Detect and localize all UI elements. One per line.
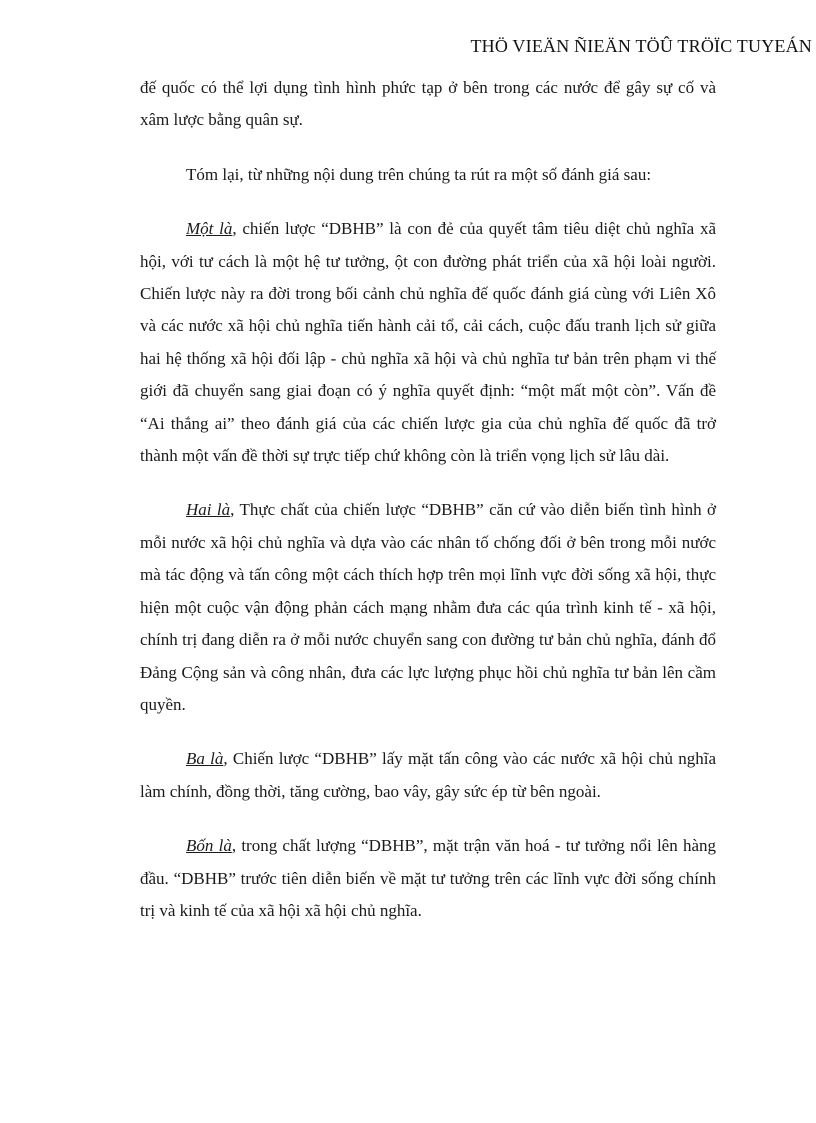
- point-lead: Ba là: [186, 749, 224, 769]
- paragraph-point-three: [140, 743, 716, 808]
- point-lead: Hai là: [186, 500, 231, 520]
- paragraph-point-two: [140, 494, 716, 721]
- paragraph-text: Tóm lại, từ những nội dung trên chúng ta rút ra một số đánh giá sau:: [186, 164, 652, 184]
- paragraph-text: đế quốc có thể lợi dụng tình hình phức tạp ở bên trong các nước để gây sự cố và xâm lược bằng quân sự.: [140, 78, 716, 130]
- paragraph-point-four: [140, 830, 716, 927]
- paragraph-text: , trong chất lượng “DBHB”, mặt trận văn hoá - tư tưởng nổi lên hàng đầu. “DBHB” trước tiên diễn biến về mặt tư tưởng trên các lĩnh vực đời sống chính trị và kinh tế của xã hội xã hội chủ nghĩa.: [140, 836, 717, 920]
- paragraph-point-one: [140, 213, 716, 472]
- paragraph-continuation: [140, 72, 716, 137]
- paragraph-summary: [140, 159, 716, 191]
- paragraph-text: , Chiến lược “DBHB” lấy mặt tấn công vào các nước xã hội chủ nghĩa làm chính, đồng thời, tăng cường, bao vây, gây sức ép từ bên ngoài.: [140, 749, 716, 801]
- point-lead: Bốn là: [186, 836, 232, 856]
- paragraph-text: , Thực chất của chiến lược “DBHB” căn cứ vào diễn biến tình hình ở mỗi nước xã hội chủ nghĩa và dựa vào các nhân tố chống đối ở bên trong mỗi nước mà tác động và tấn công một cách thích hợp trên mọi lĩnh vực đời sống xã hội, thực hiện một cuộc vận động phản cách mạng nhằm đưa các qúa trình kinh tế - xã hội, chính trị đang diễn ra ở mỗi nước chuyển sang con đường tư bản chủ nghĩa, đánh đổ Đảng Cộng sản và công nhân, đưa các lực lượng phục hồi chủ nghĩa tư bản lên cầm quyền.: [140, 500, 716, 714]
- library-header: THÖ VIEÄN ÑIEÄN TÖÛ TRÖÏC TUYEÁN: [470, 36, 812, 56]
- document-body: [140, 72, 716, 949]
- point-lead: Một là: [186, 219, 233, 239]
- paragraph-text: , chiến lược “DBHB” là con đẻ của quyết tâm tiêu diệt chủ nghĩa xã hội, với tư cách là một hệ tư tưởng, ột con đường phát triển của xã hội loài người. Chiến lược này ra đời trong bối cảnh chủ nghĩa đế quốc đánh giá cùng với Liên Xô và các nước xã hội chủ nghĩa tiến hành cải tổ, cải cách, cuộc đấu tranh lịch sử giữa hai hệ thống xã hội đối lập - chủ nghĩa xã hội và chủ nghĩa tư bản trên phạm vi thế giới đã chuyển sang giai đoạn có ý nghĩa quyết định: “một mất một còn”. Vấn đề “Ai thắng ai” theo đánh giá của các chiến lược gia của chủ nghĩa đế quốc đã trở thành một vấn đề thời sự trực tiếp chứ không còn là triển vọng lịch sử lâu dài.: [140, 219, 716, 466]
